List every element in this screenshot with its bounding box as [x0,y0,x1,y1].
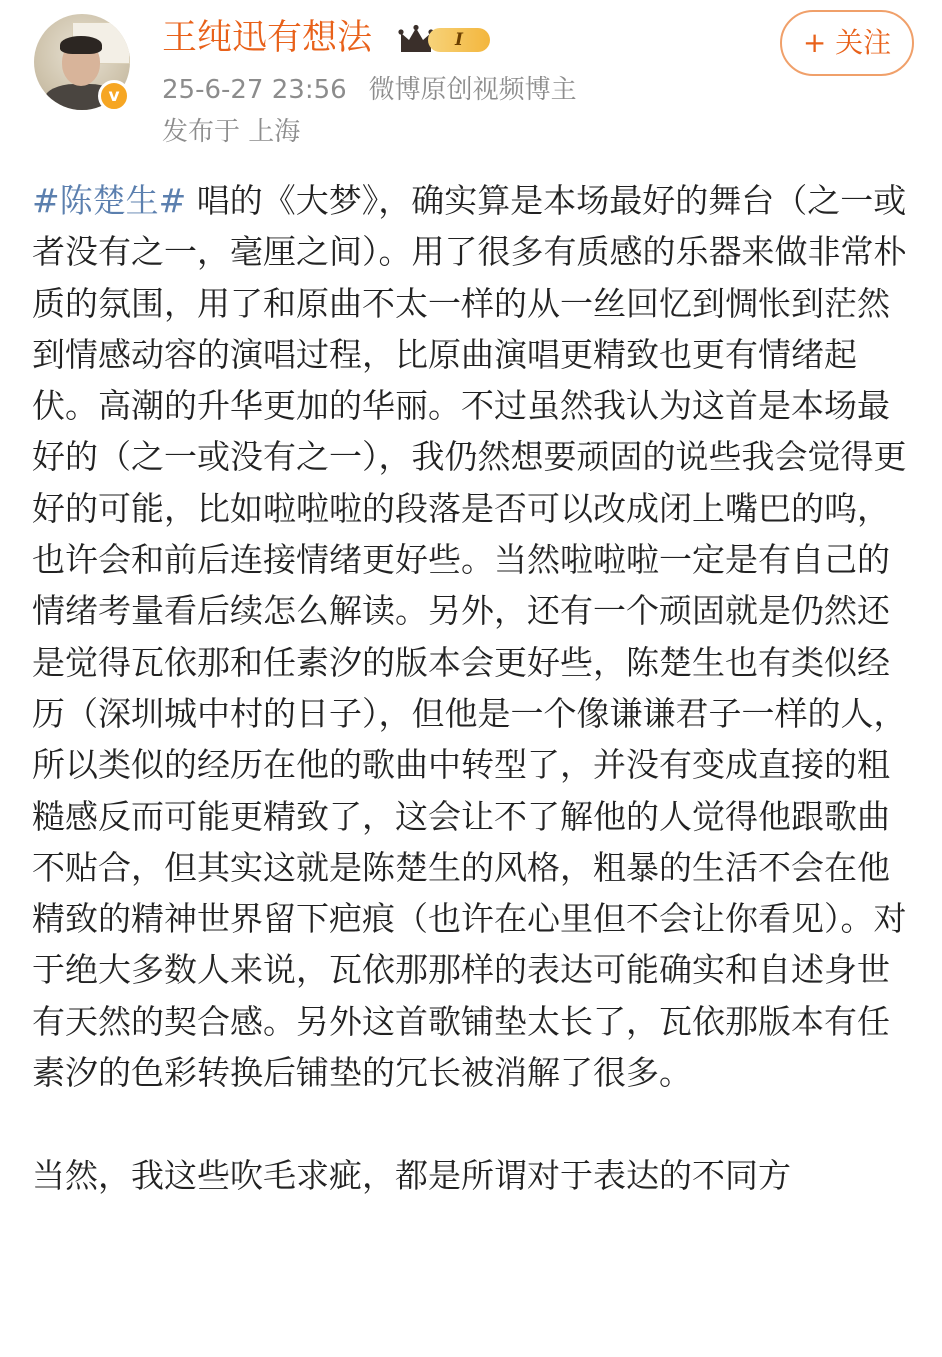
avatar-hair [60,36,102,54]
post-paragraph-2: 当然，我这些吹毛求疵，都是所谓对于表达的不同方 [32,1155,791,1195]
verified-badge-icon: v [98,80,130,112]
paragraph-spacer [32,1098,916,1149]
post-paragraph-1 [32,175,916,1098]
post-header [0,0,942,155]
post-location: 发布于 上海 [162,117,301,147]
member-level-label: I [428,28,490,52]
author-identity: 微博原创视频博主 [368,75,577,105]
post-meta [162,72,577,108]
follow-button[interactable]: + 关注 [780,10,914,76]
post-timestamp[interactable]: 25-6-27 23:56 [162,75,347,105]
author-name[interactable]: 王纯迅有想法 [162,18,373,58]
member-level-badge[interactable] [398,22,492,58]
post-content [32,175,916,1201]
post-paragraph-1-text: 唱的《大梦》，确实算是本场最好的舞台（之一或者没有之一，毫厘之间）。用了很多有质感的乐器来做非常朴质的氛围，用了和原曲不太一样的从一丝回忆到惆怅到茫然到情感动容的演唱过程，比原曲演唱更精致也更有情绪起伏。高潮的升华更加的华丽。不过虽然我认为这首是本场最好的（之一或没有之一），我仍然想要顽固的说些我会觉得更好的可能，比如啦啦啦的段落是否可以改成闭上嘴巴的呜，也许会和前后连接情绪更好些。当然啦啦啦一定是有自己的情绪考量看后续怎么解读。另外，还有一个顽固就是仍然还是觉得瓦依那和任素汐的版本会更好些，陈楚生也有类似经历（深圳城中村的日子），但他是一个像谦谦君子一样的人，所以类似的经历在他的歌曲中转型了，并没有变成直接的粗糙感反而可能更精致了，这会让不了解他的人觉得他跟歌曲不贴合，但其实这就是陈楚生的风格，粗暴的生活不会在他精致的精神世界留下疤痕（也许在心里但不会让你看见）。对于绝大多数人来说，瓦依那那样的表达可能确实和自述身世有天然的契合感。另外这首歌铺垫太长了，瓦依那版本有任素汐的色彩转换后铺垫的冗长被消解了很多。 [32,181,907,1093]
topic-hashtag-link[interactable]: #陈楚生# [32,181,187,220]
